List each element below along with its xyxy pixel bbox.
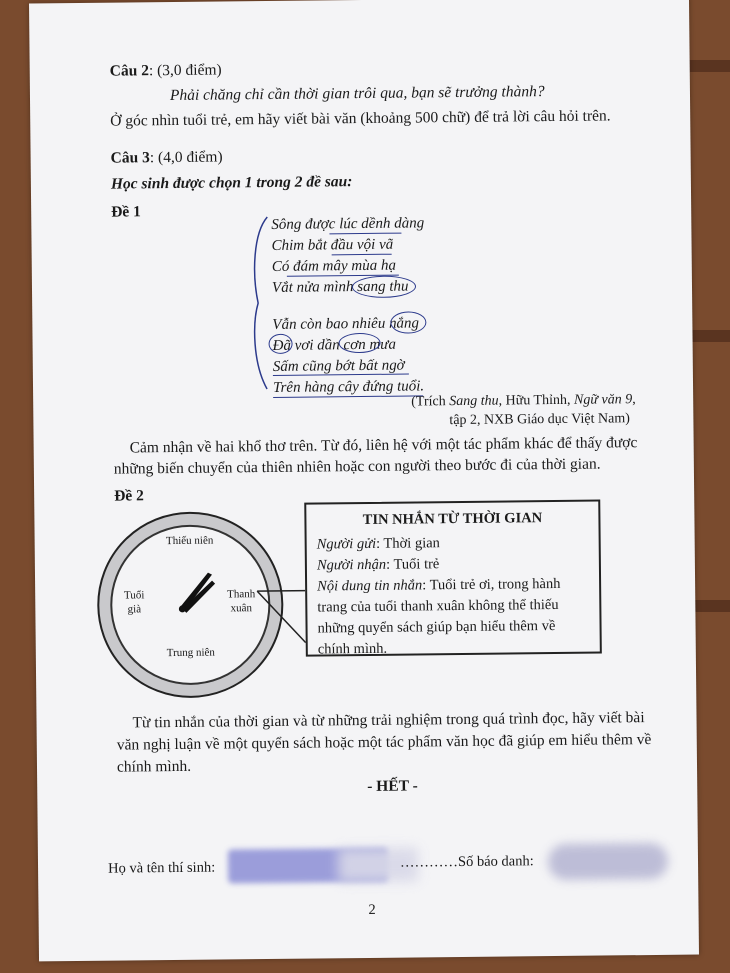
message-sender: Người gửi: Thời gian: [316, 535, 440, 553]
clock-label-right: Thanh xuân: [227, 588, 256, 615]
redacted-number: [548, 843, 668, 880]
message-title: TIN NHẮN TỪ THỜI GIAN: [362, 510, 543, 529]
poem-citation: (Trích Sang thu, Hữu Thỉnh, Ngữ văn 9,: [411, 392, 636, 410]
poem-line: Chim bắt đầu vội vã: [271, 236, 394, 254]
option-1-label: Đề 1: [111, 203, 141, 221]
option-2-task: Từ tin nhắn của thời gian và từ những trải nghiệm trong quá trình đọc, hãy viết bài: [132, 709, 645, 732]
pen-underline: [273, 395, 423, 398]
poem-line: Vẫn còn bao nhiêu nắng: [272, 315, 420, 333]
option-2-label: Đề 2: [114, 487, 144, 505]
pen-bracket: [243, 213, 275, 393]
question-2-heading: Câu 2: (3,0 điểm): [109, 61, 222, 80]
option-2-task: văn nghị luận về một quyển sách hoặc một tác phẩm văn học đã giúp em hiểu thêm về: [116, 731, 652, 754]
clock-hands: [111, 526, 269, 684]
question-2-prompt: Ở góc nhìn tuổi trẻ, em hãy viết bài văn (khoảng 500 chữ) để trả lời câu hỏi trên.: [110, 107, 611, 130]
pen-underline: [273, 374, 409, 376]
message-content: Nội dung tin nhắn: Tuổi trẻ ơi, trong hành: [317, 575, 561, 595]
pen-circle: [390, 311, 426, 333]
page-number: 2: [368, 901, 376, 918]
candidate-name-label: Họ và tên thí sinh:: [107, 859, 216, 877]
pen-underline: [332, 254, 392, 256]
end-mark: - HẾT -: [367, 777, 418, 795]
callout-pointer: [255, 581, 308, 652]
clock-face: [109, 524, 271, 686]
poem-line: Có đám mây mùa hạ: [271, 257, 397, 275]
clock-label-bottom: Trung niên: [166, 646, 215, 660]
poem-line: Vắt nửa mình sang thu: [271, 278, 409, 296]
message-content: chính mình.: [317, 640, 388, 658]
option-2-task: chính mình.: [116, 757, 192, 776]
message-box: [304, 500, 602, 657]
candidate-number-label: …………Số báo danh:: [399, 853, 534, 871]
clock-label-top: Thiếu niên: [165, 534, 214, 548]
poem-line: Trên hàng cây đứng tuổi.: [272, 378, 425, 396]
poem-line: Đã vơi dần cơn mưa: [272, 336, 397, 354]
question-2-quote: Phải chăng chỉ cần thời gian trôi qua, bạn sẽ trưởng thành?: [169, 83, 545, 105]
poem-citation-publisher: tập 2, NXB Giáo dục Việt Nam): [449, 411, 630, 429]
message-content: trang của tuổi thanh xuân không thể thiếu: [317, 596, 559, 616]
question-3-instruction: Học sinh được chọn 1 trong 2 đề sau:: [110, 173, 353, 193]
clock-label-left: Tuổi già: [123, 589, 145, 616]
option-1-task: những biến chuyển của thiên nhiên hoặc con người theo bước đi của thời gian.: [113, 455, 601, 478]
question-3-heading: Câu 3: (4,0 điểm): [110, 148, 223, 167]
pen-underline: [329, 233, 401, 235]
message-receiver: Người nhận: Tuổi trẻ: [316, 556, 440, 574]
option-1-task: Cảm nhận về hai khổ thơ trên. Từ đó, liên hệ với một tác phẩm khác để thấy được: [129, 434, 638, 457]
poem-line: Sông được lúc dềnh dàng: [271, 215, 425, 233]
exam-page: [29, 0, 699, 961]
message-content: những quyển sách giúp bạn hiểu thêm về: [317, 618, 556, 637]
poem-line: Sấm cũng bớt bất ngờ: [272, 357, 405, 375]
